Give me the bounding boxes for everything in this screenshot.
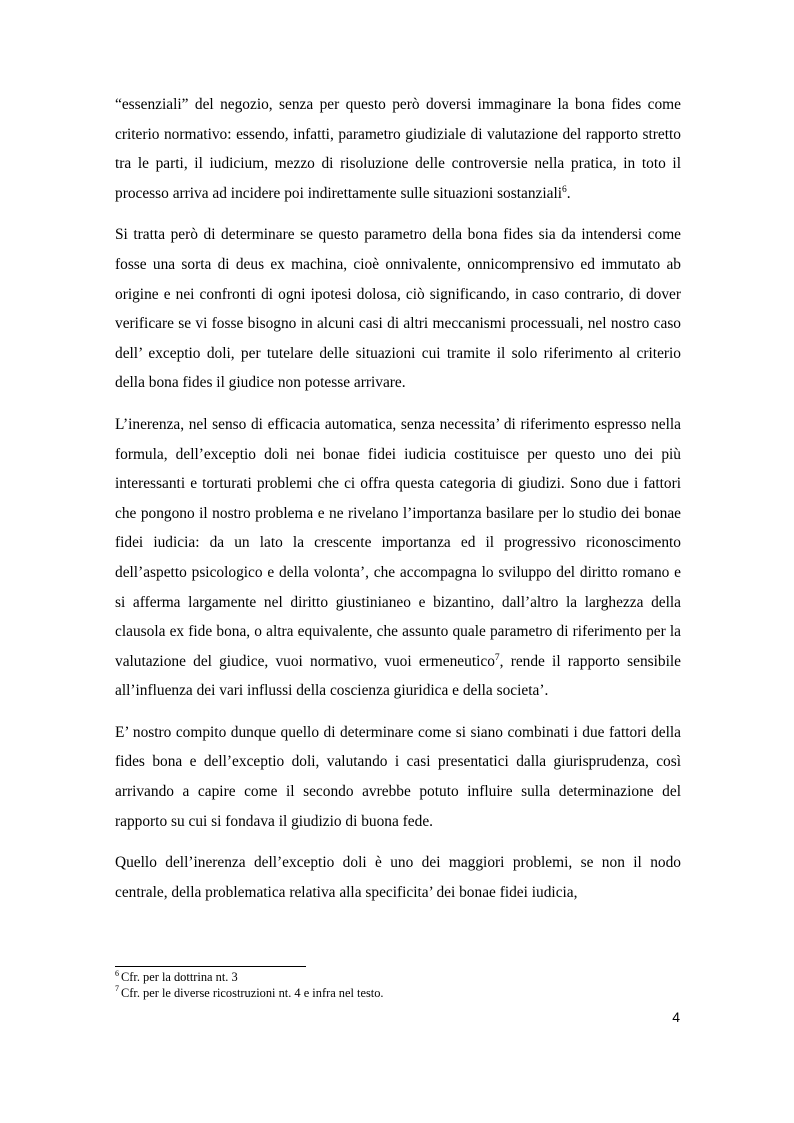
footnote-7 [115, 986, 681, 1002]
paragraph-2-text: Si tratta però di determinare se questo parametro della bona fides sia da intendersi come fosse una sorta di deus ex machina, cioè onnivalente, onnicomprensivo ed immutato ab origine e nei confronti di ogni ipotesi dolosa, ciò significando, in caso contrario, di dover verificare se vi fosse bisogno in alcuni casi di altri meccanismi processuali, nel nostro caso dell’ exceptio doli, per tutelare delle situazioni cui tramite il solo riferimento al criterio della bona fides il giudice non potesse arrivare. [115, 226, 681, 392]
footnote-ref-7: 7 [494, 652, 500, 663]
paragraph-1-text: “essenziali” del negozio, senza per questo però doversi immaginare la bona fides come criterio normativo: essendo, infatti, parametro giudiziale di valutazione del rapporto stretto tra le parti, il iudicium, mezzo di risoluzione delle controversie nella pratica, in toto il processo arriva ad incidere poi indirettamente sulle situazioni sostanziali [115, 96, 681, 202]
footnote-separator [115, 966, 306, 967]
footnote-6-number: 6 [115, 968, 119, 978]
paragraph-5-text: Quello dell’inerenza dell’exceptio doli è uno dei maggiori problemi, se non il nodo centrale, della problematica relativa alla specificita’ dei bonae fidei iudicia, [115, 854, 681, 901]
paragraph-3 [115, 410, 681, 706]
footnote-6 [115, 970, 681, 986]
paragraph-3-end: , rende il rapporto sensibile all’influenza dei vari influssi della coscienza giuridica e della societa’. [115, 652, 681, 700]
paragraph-2 [115, 220, 681, 398]
footnote-6-text: Cfr. per la dottrina nt. 3 [121, 970, 238, 984]
paragraph-1 [115, 90, 681, 208]
footnotes [115, 970, 681, 1001]
paragraph-5 [115, 848, 681, 907]
footnote-7-text: Cfr. per le diverse ricostruzioni nt. 4 e infra nel testo. [121, 985, 384, 1000]
paragraph-1-end: . [566, 184, 571, 202]
page-body [115, 90, 681, 919]
paragraph-3-text: L’inerenza, nel senso di efficacia automatica, senza necessita’ di riferimento espresso nella formula, dell’exceptio doli nei bonae fidei iudicia costituisce per questo uno dei più interessanti e torturati problemi che ci offra questa categoria di giudizi. Sono due i fattori che pongono il nostro problema e ne rivelano l’importanza basilare per lo studio dei bonae fidei iudicia: da un lato la crescente importanza ed il progressivo riconoscimento dell’aspetto psicologico e della volonta’, che accompagna lo sviluppo del diritto romano e si afferma largamente nel diritto giustinianeo e bizantino, dall’altro la larghezza della clausola ex fide bona, o altra equivalente, che assunto quale parametro di riferimento per la valutazione del giudice, vuoi normativo, vuoi ermeneutico [115, 415, 681, 670]
paragraph-4-text: E’ nostro compito dunque quello di determinare come si siano combinati i due fattori della fides bona e dell’exceptio doli, valutando i casi presentatici dalla giurisprudenza, così arrivando a capire come il secondo avrebbe potuto influire sulla determinazione del rapporto su cui si fondava il giudizio di buona fede. [115, 723, 681, 830]
paragraph-4 [115, 718, 681, 836]
footnote-7-number: 7 [115, 984, 119, 994]
page-number: 4 [672, 1009, 680, 1025]
footnote-ref-6: 6 [562, 184, 567, 195]
